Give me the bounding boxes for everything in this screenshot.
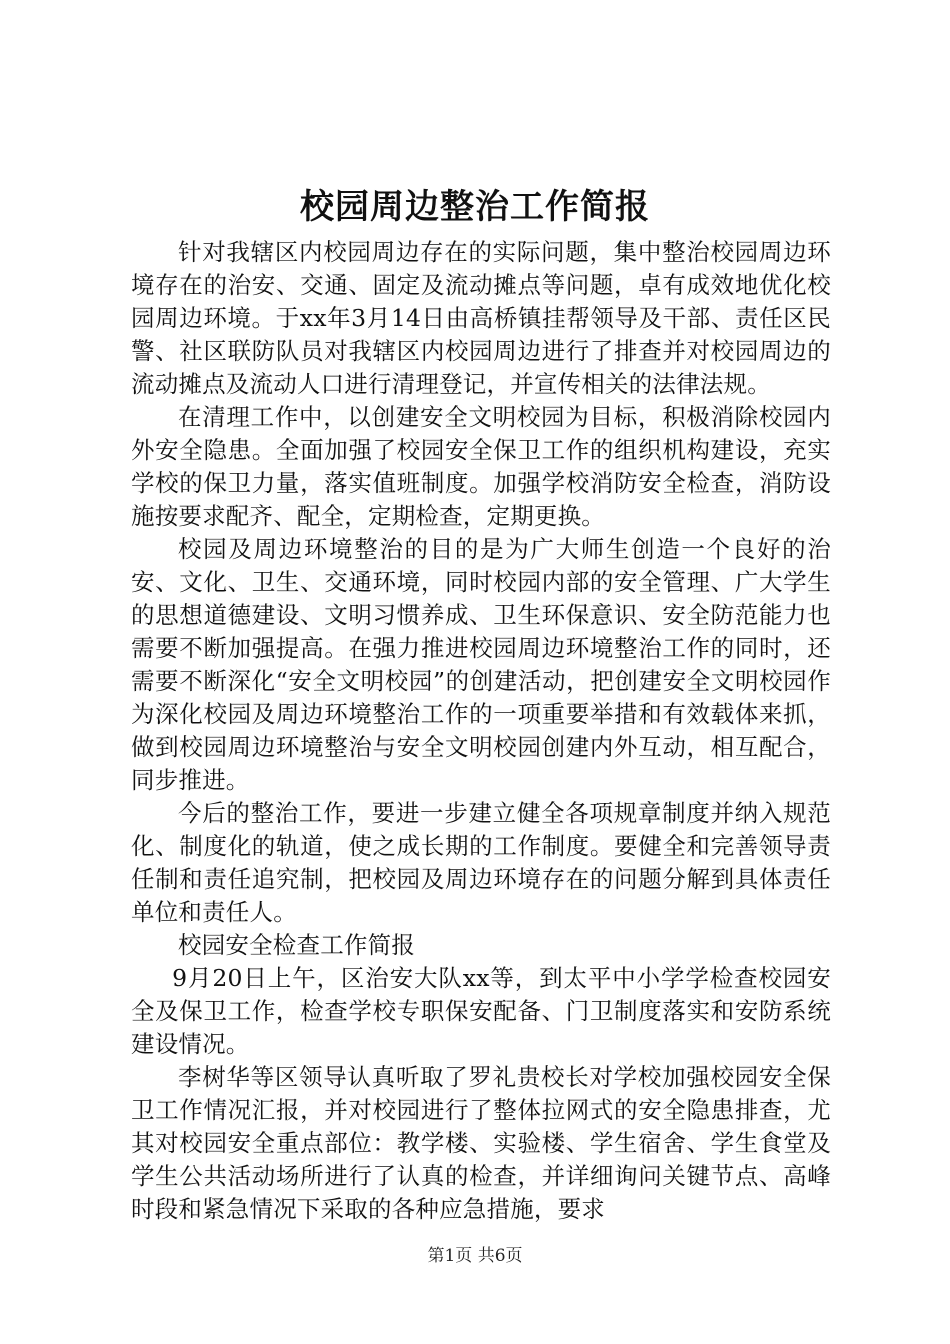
paragraph-4: 今后的整治工作，要进一步建立健全各项规章制度并纳入规范化、制度化的轨道，使之成长期的工作制度。要健全和完善领导责任制和责任追究制，把校园及周边环境存在的问题分解到具体责任单位和责任人。 xyxy=(131,799,831,926)
paragraph-6: 李树华等区领导认真听取了罗礼贵校长对学校加强校园安全保卫工作情况汇报，并对校园进行了整体拉网式的安全隐患排查，尤其对校园安全重点部位：教学楼、实验楼、学生宿舍、学生食堂及学生公共活动场所进行了认真的检查，并详细询问关键节点、高峰时段和紧急情况下采取的各种应急措施，要求 xyxy=(131,1063,831,1223)
paragraph-5: 9月20日上午，区治安大队xx等，到太平中小学学检查校园安全及保卫工作，检查学校专职保安配备、门卫制度落实和安防系统建设情况。 xyxy=(131,964,831,1058)
paragraph-1: 针对我辖区内校园周边存在的实际问题，集中整治校园周边环境存在的治安、交通、固定及流动摊点等问题，卓有成效地优化校园周边环境。于xx年3月14日由高桥镇挂帮领导及干部、责任区民警、社区联防队员对我辖区内校园周边进行了排查并对校园周边的流动摊点及流动人口进行清理登记，并宣传相关的法律法规。 xyxy=(131,238,831,398)
document-title: 校园周边整治工作简报 xyxy=(300,187,650,227)
document-body xyxy=(131,236,831,1226)
section-subheading: 校园安全检查工作简报 xyxy=(178,931,415,959)
paragraph-2: 在清理工作中，以创建安全文明校园为目标，积极消除校园内外安全隐患。全面加强了校园安全保卫工作的组织机构建设，充实学校的保卫力量，落实值班制度。加强学校消防安全检查，消防设施按要求配齐、配全，定期检查，定期更换。 xyxy=(131,403,831,530)
paragraph-3: 校园及周边环境整治的目的是为广大师生创造一个良好的治安、文化、卫生、交通环境，同时校园内部的安全管理、广大学生的思想道德建设、文明习惯养成、卫生环保意识、安全防范能力也需要不断加强提高。在强力推进校园周边环境整治工作的同时，还需要不断深化“安全文明校园”的创建活动，把创建安全文明校园作为深化校园及周边环境整治工作的一项重要举措和有效载体来抓，做到校园周边环境整治与安全文明校园创建内外互动，相互配合，同步推进。 xyxy=(131,535,831,794)
page-footer: 第1页 共6页 xyxy=(427,1246,523,1266)
